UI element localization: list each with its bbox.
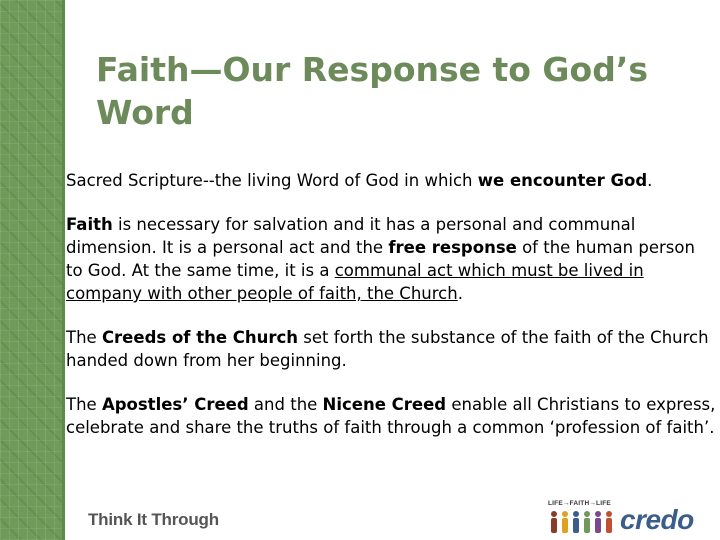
p4-apostles-creed: Apostles’ Creed (101, 395, 249, 414)
p4-nicene-creed: Nicene Creed (322, 395, 447, 414)
p2-faith: Faith (66, 215, 113, 234)
think-it-through-label: Think It Through (88, 510, 219, 529)
paragraph-scripture (66, 169, 716, 192)
p2-text: is necessary for salvation and it has a personal and communal dimension. It is a personal act and the (66, 215, 636, 257)
p2-end: . (457, 284, 463, 303)
credo-logo (548, 500, 713, 536)
p3-text: The (66, 328, 102, 347)
paragraph-creeds (66, 326, 716, 372)
p1-end: . (647, 171, 653, 190)
slide-title: Faith—Our Response to God’s Word (96, 50, 648, 132)
p4-text-3: enable all Christians to express, celebrate and share the truths of faith through a common ‘profession of faith’. (66, 395, 716, 437)
p4-text-2: and the (248, 395, 323, 414)
slide-body (66, 169, 716, 460)
p4-text: The (66, 395, 102, 414)
decorative-sidebar (0, 0, 65, 540)
p3-text-2: set forth the substance of the faith of the Church handed down from her beginning. (66, 328, 709, 370)
logo-brand: credo (620, 504, 694, 535)
logo-tagline: LIFE→FAITH→LIFE (548, 500, 611, 507)
paragraph-apostles-nicene (66, 393, 716, 439)
p2-communal-act: communal act which must be lived in company with other people of faith, the Church (66, 261, 644, 303)
figures-icon (548, 509, 618, 535)
p2-text-2: of the human person to God. At the same time, it is a (66, 238, 695, 280)
p1-emphasis: we encounter God (477, 171, 648, 190)
paragraph-faith (66, 213, 716, 305)
p1-text: Sacred Scripture--the living Word of God in which (66, 171, 478, 190)
p2-free-response: free response (388, 238, 517, 257)
p3-creeds: Creeds of the Church (101, 328, 299, 347)
